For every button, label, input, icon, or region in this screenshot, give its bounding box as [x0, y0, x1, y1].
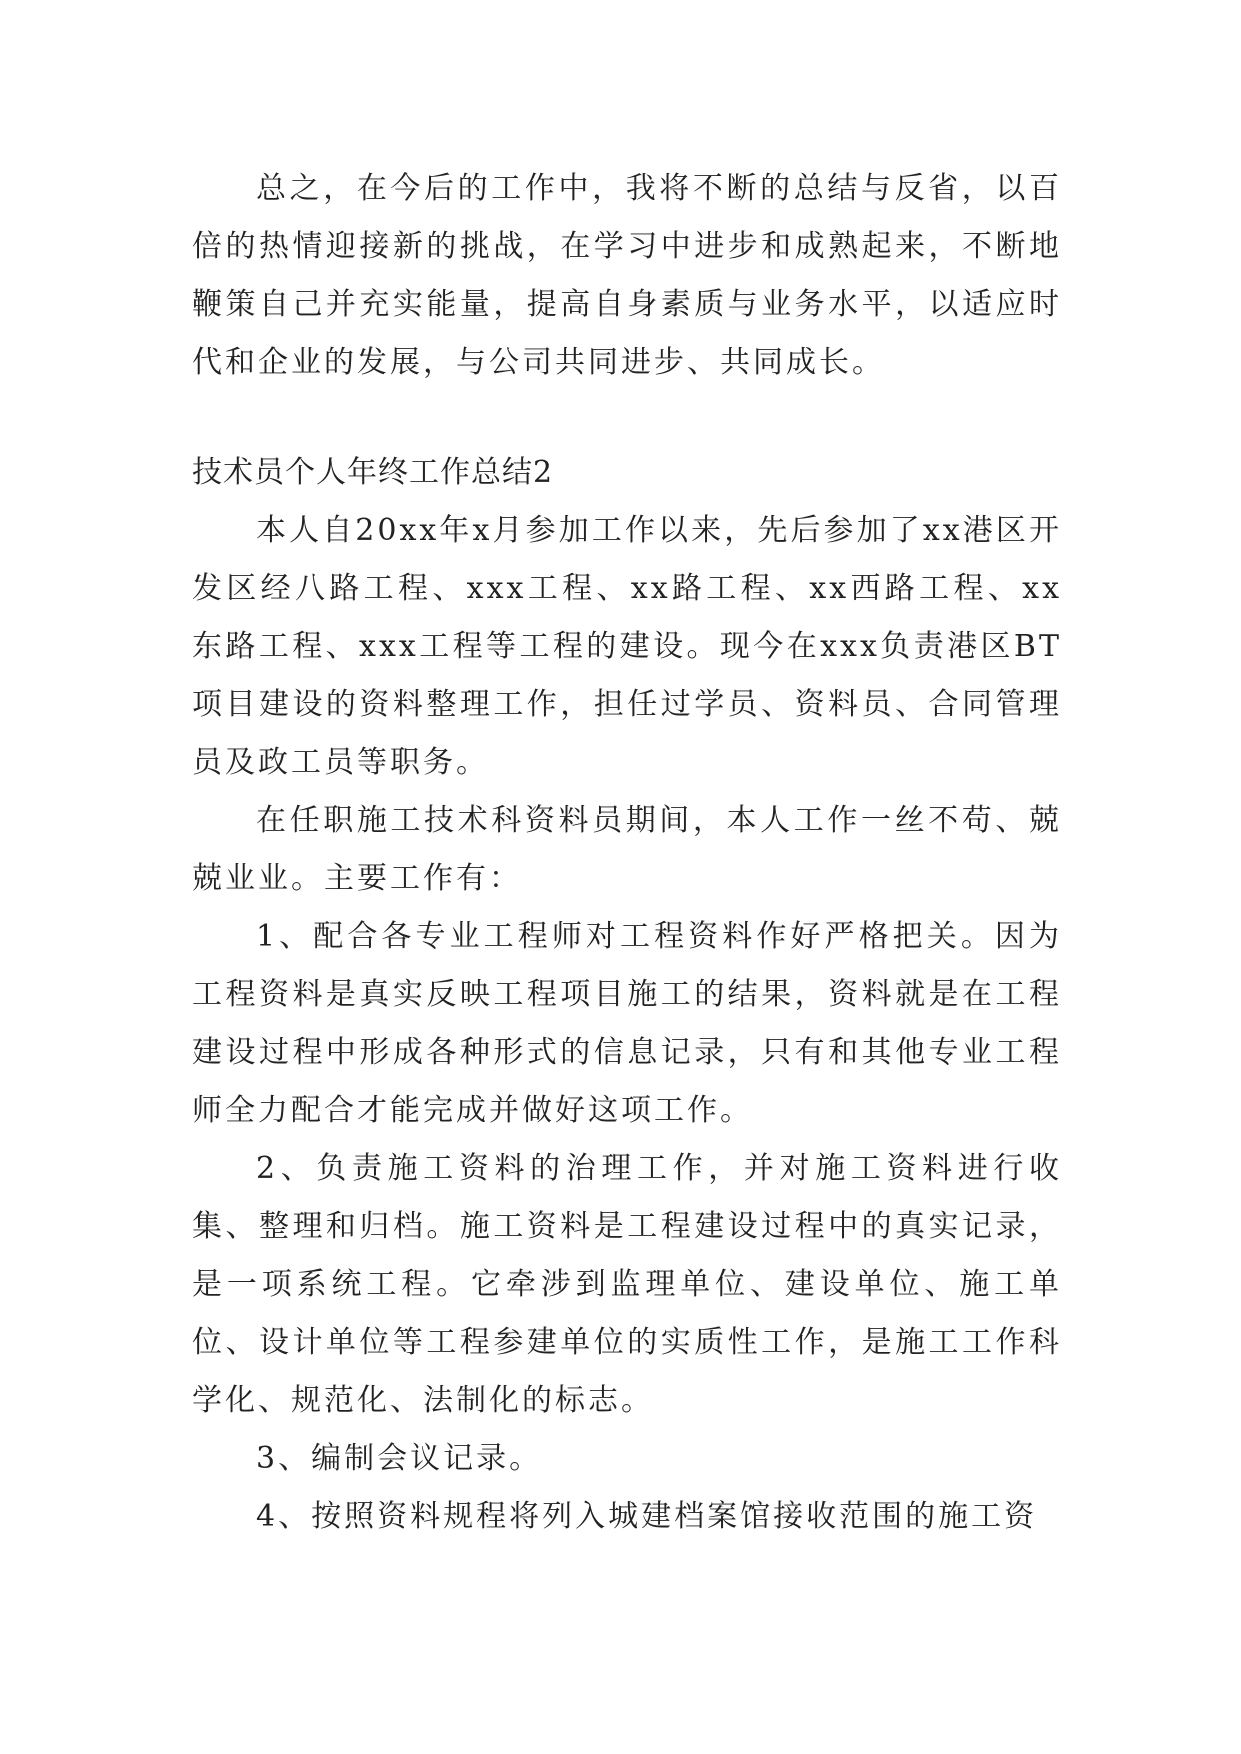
paragraph-conclusion: 总之，在今后的工作中，我将不断的总结与反省，以百倍的热情迎接新的挑战，在学习中进步和成熟起来，不断地鞭策自己并充实能量，提高自身素质与业务水平，以适应时代和企业的发展，与公司共同进步、共同成长。	[192, 171, 1062, 380]
section-title: 技术员个人年终工作总结2	[192, 455, 554, 490]
paragraph-item-2: 2、负责施工资料的治理工作，并对施工资料进行收集、整理和归档。施工资料是工程建设过程中的真实记录，是一项系统工程。它牵涉到监理单位、建设单位、施工单位、设计单位等工程参建单位的实质性工作，是施工工作科学化、规范化、法制化的标志。	[192, 1151, 1062, 1418]
paragraph-duties-intro: 在任职施工技术科资料员期间，本人工作一丝不苟、兢兢业业。主要工作有：	[192, 803, 1062, 896]
paragraph-item-4: 4、按照资料规程将列入城建档案馆接收范围的施工资	[256, 1499, 1038, 1534]
paragraph-intro: 本人自20xx年x月参加工作以来，先后参加了xx港区开发区经八路工程、xxx工程、xx路工程、xx西路工程、xx东路工程、xxx工程等工程的建设。现今在xxx负责港区BT项目建设的资料整理工作，担任过学员、资料员、合同管理员及政工员等职务。	[192, 513, 1062, 780]
paragraph-item-1: 1、配合各专业工程师对工程资料作好严格把关。因为工程资料是真实反映工程项目施工的结果，资料就是在工程建设过程中形成各种形式的信息记录，只有和其他专业工程师全力配合才能完成并做好这项工作。	[192, 919, 1062, 1128]
paragraph-item-3: 3、编制会议记录。	[256, 1441, 543, 1476]
document-body	[192, 160, 1062, 1546]
